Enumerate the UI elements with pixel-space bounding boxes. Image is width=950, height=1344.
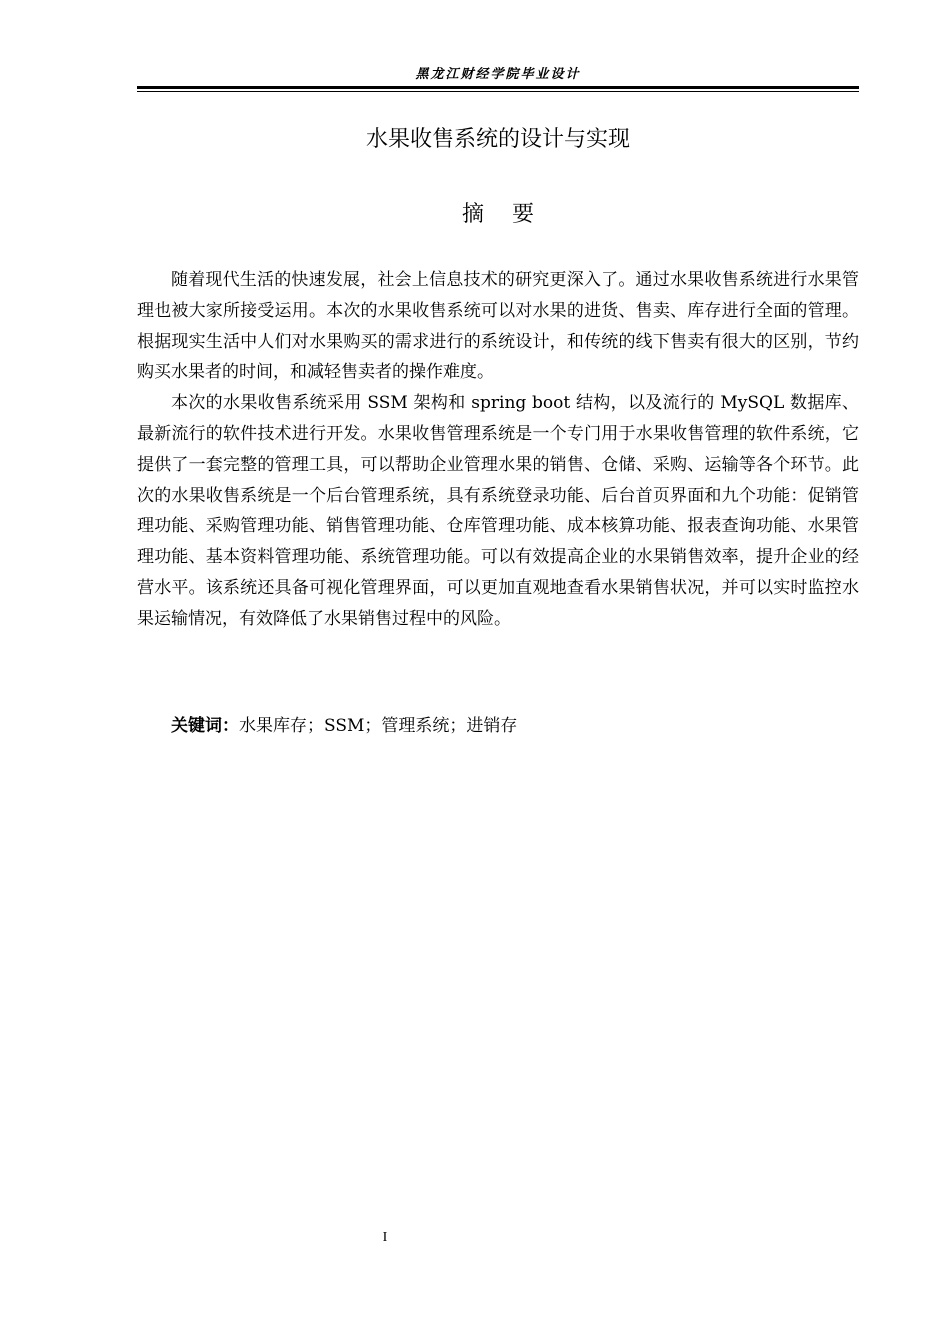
keywords-label: 关键词： <box>171 716 239 736</box>
abstract-heading: 摘要 <box>461 202 562 227</box>
abstract-body <box>137 265 859 635</box>
running-header: 黑龙江财经学院毕业设计 <box>415 67 581 82</box>
header-rule-thick <box>137 86 859 89</box>
header-rule-thin <box>137 91 859 92</box>
page-number: I <box>382 1230 388 1245</box>
document-title: 水果收售系统的设计与实现 <box>365 127 630 152</box>
keywords-line <box>171 711 859 741</box>
keywords-values: 水果库存；SSM；管理系统；进销存 <box>239 716 518 736</box>
abstract-paragraph-1: 随着现代生活的快速发展，社会上信息技术的研究更深入了。通过水果收售系统进行水果管理也被大家所接受运用。本次的水果收售系统可以对水果的进货、售卖、库存进行全面的管理。根据现实生活中人们对水果购买的需求进行的系统设计，和传统的线下售卖有很大的区别，节约购买水果者的时间，和减轻售卖者的操作难度。 <box>137 270 859 383</box>
abstract-paragraph-2: 本次的水果收售系统采用 SSM 架构和 spring boot 结构，以及流行的 MySQL 数据库、最新流行的软件技术进行开发。水果收售管理系统是一个专门用于水果收售管理的软件系统，它提供了一套完整的管理工具，可以帮助企业管理水果的销售、仓储、采购、运输等各个环节。此次的水果收售系统是一个后台管理系统，具有系统登录功能、后台首页界面和九个功能：促销管理功能、采购管理功能、销售管理功能、仓库管理功能、成本核算功能、报表查询功能、水果管理功能、基本资料管理功能、系统管理功能。可以有效提高企业的水果销售效率，提升企业的经营水平。该系统还具备可视化管理界面，可以更加直观地查看水果销售状况，并可以实时监控水果运输情况，有效降低了水果销售过程中的风险。 <box>137 393 859 629</box>
